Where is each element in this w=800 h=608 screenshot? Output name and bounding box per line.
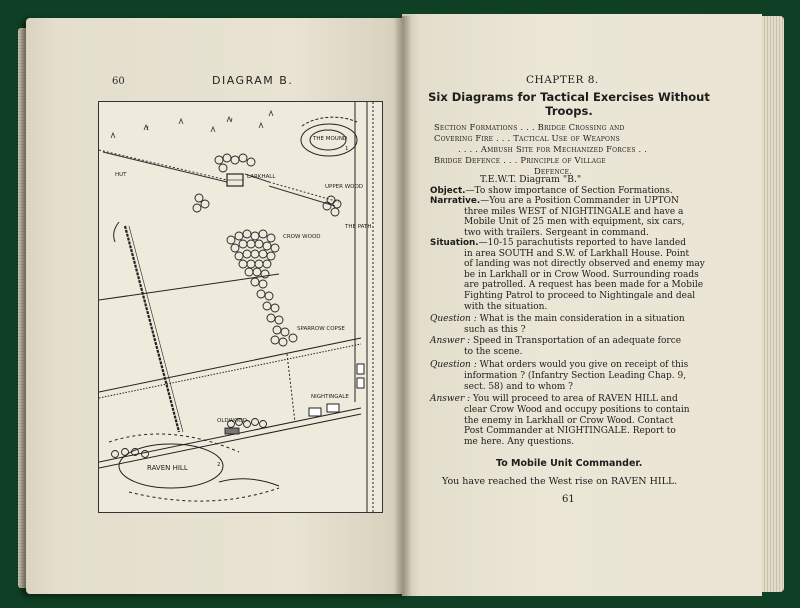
situation-line: Fighting Patrol to proceed to Nightingale and deal xyxy=(464,290,696,301)
commander-heading: To Mobile Unit Commander. xyxy=(496,458,643,469)
answer-2-line: Post Commander at NIGHTINGALE. Report to xyxy=(464,426,676,437)
question-1-paragraph xyxy=(430,314,710,336)
situation-line: are patrolled. A request has been made for a Mobile xyxy=(464,280,704,291)
label-nightingale: NIGHTINGALE xyxy=(311,394,349,400)
label-raven-hill: RAVEN HILL xyxy=(147,464,188,472)
question-2-paragraph xyxy=(430,360,710,392)
contents-line: Defence. xyxy=(534,166,573,176)
tactical-map xyxy=(98,101,383,513)
map-drawing xyxy=(99,102,382,512)
right-page-number: 61 xyxy=(562,494,575,505)
answer-1-line: Speed in Transportation of an adequate force xyxy=(470,336,682,346)
situation-line: of landing was not directly observed and enemy may xyxy=(464,259,705,270)
label-the-path: THE PATH xyxy=(345,224,372,230)
answer-1-paragraph xyxy=(430,336,710,358)
situation-label: Situation. xyxy=(430,238,479,248)
upper-wood-trees xyxy=(323,196,341,216)
answer-2-line: the enemy in Larkhall or Crow Wood. Contact xyxy=(464,415,674,426)
label-sparrow-copse: SPARROW COPSE xyxy=(297,326,345,332)
diagram-title: DIAGRAM B. xyxy=(212,74,294,87)
heading-line-1: Six Diagrams for Tactical Exercises Without xyxy=(428,90,710,104)
answer-1-label: Answer : xyxy=(430,336,471,346)
chapter-title: CHAPTER 8. xyxy=(526,74,599,86)
contents-list xyxy=(434,122,710,177)
situation-line: —10-15 parachutists reported to have landed xyxy=(478,238,686,248)
label-oldwood: OLDWOOD xyxy=(217,418,247,424)
narrative-line: —You are a Position Commander in UPTON xyxy=(480,196,679,206)
label-point-1: 1 xyxy=(345,146,349,152)
crow-wood-trees xyxy=(227,230,297,346)
situation-line: with the situation. xyxy=(464,301,548,312)
narrative-line: Mobile Unit of 25 men with equipment, six cars, xyxy=(464,217,685,228)
question-1-line: such as this ? xyxy=(464,324,526,335)
label-larkhall: LARKHALL xyxy=(247,174,276,180)
situation-paragraph xyxy=(430,238,710,312)
narrative-paragraph xyxy=(430,196,710,238)
narrative-line: two with trailers. Sergeant in command. xyxy=(464,227,649,238)
contents-line: Bridge Defence . . . Principle of Village xyxy=(434,155,606,165)
right-page-edges xyxy=(762,16,784,592)
left-page-number: 60 xyxy=(112,76,125,87)
situation-line: be in Larkhall or in Crow Wood. Surrounding roads xyxy=(464,269,699,280)
section-heading xyxy=(424,90,714,118)
label-point-2: 2 xyxy=(217,462,221,468)
object-label: Object. xyxy=(430,186,466,196)
contents-line: Covering Fire . . . Tactical Use of Weapons xyxy=(434,133,620,143)
answer-2-line: You will proceed to area of RAVEN HILL and xyxy=(470,394,678,404)
book-gutter xyxy=(394,16,412,596)
answer-2-line: clear Crow Wood and occupy positions to contain xyxy=(464,404,690,415)
heading-line-2: Troops. xyxy=(545,104,593,118)
answer-1-line: to the scene. xyxy=(464,346,523,357)
label-the-mound: THE MOUND xyxy=(313,136,348,142)
situation-line: in area SOUTH and S.W. of Larkhall House. Point xyxy=(464,248,690,259)
nightingale-buildings xyxy=(309,364,364,416)
answer-2-label: Answer : xyxy=(430,394,471,404)
answer-2-paragraph xyxy=(430,394,710,448)
hedgerows xyxy=(99,150,339,206)
raven-hill-contours xyxy=(109,434,279,501)
narrative-label: Narrative. xyxy=(430,196,481,206)
reached-text: You have reached the West rise on RAVEN HILL. xyxy=(442,476,678,487)
label-crow-wood: CROW WOOD xyxy=(283,234,321,240)
label-upper-wood: UPPER WOOD xyxy=(325,184,364,190)
question-2-line: What orders would you give on receipt of this xyxy=(476,360,689,370)
question-2-line: sect. 58) and to whom ? xyxy=(464,381,573,392)
label-hut: HUT xyxy=(115,172,127,178)
question-1-line: What is the main consideration in a situation xyxy=(476,314,685,324)
answer-2-line: me here. Any questions. xyxy=(464,437,575,448)
object-text: —To show importance of Section Formations. xyxy=(465,186,673,196)
narrative-line: three miles WEST of NIGHTINGALE and have a xyxy=(464,206,684,217)
larkhall-trees xyxy=(193,154,255,212)
contents-line: Section Formations . . . Bridge Crossing and xyxy=(434,122,625,132)
question-1-label: Question : xyxy=(430,314,477,324)
tewt-title: T.E.W.T. Diagram "B." xyxy=(480,174,582,185)
question-2-line: information ? (Infantry Section Leading Chap. 9, xyxy=(464,370,687,381)
grass-tufts xyxy=(111,111,273,138)
contents-line: . . . . Ambush Site for Mechanized Forces . . xyxy=(458,144,648,154)
question-2-label: Question : xyxy=(430,360,477,370)
